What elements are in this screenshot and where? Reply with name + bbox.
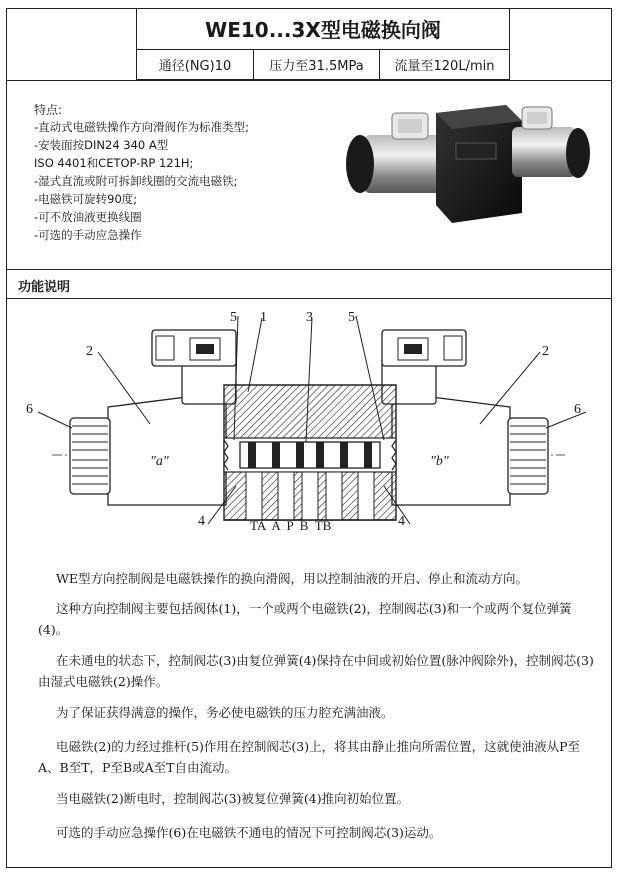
page-title: WE10...3X型电磁换向阀 [136,8,510,50]
function-paragraph: 可选的手动应急操作(6)在电磁铁不通电的情况下可控制阀芯(3)运动。 [56,825,442,840]
function-paragraph: 这种方向控制阀主要包括阀体(1)，一个或两个电磁铁(2)，控制阀芯(3)和一个或两个复位弹簧(4)。 [38,601,572,637]
function-paragraph: 在未通电的状态下，控制阀芯(3)由复位弹簧(4)保持在中间或初始位置(脉冲阀除外)，控制阀芯(3)由湿式电磁铁(2)操作。 [38,653,594,689]
feature-line: -直动式电磁铁操作方向滑阀作为标准类型; [34,120,250,134]
feature-line: -安装面按DIN24 340 A型 [34,138,169,152]
label-2-right: 2 [542,344,549,359]
valve-product-photo [336,93,596,243]
divider [6,298,612,299]
label-a: "a" [150,454,169,469]
label-b: "b" [430,454,449,469]
features-section [6,80,612,270]
feature-line: -电磁铁可旋转90度; [34,192,138,206]
label-4-right: 4 [398,514,405,529]
spec-flow: 流量至120L/min [380,50,510,80]
feature-line: -可不放油液更换线圈 [34,210,142,224]
feature-line: -湿式直流或附可拆卸线圈的交流电磁铁; [34,174,238,188]
function-paragraph: 电磁铁(2)的力经过推杆(5)作用在控制阀芯(3)上，将其由静止推向所需位置，这就使油液从P至A、B至T，P至B或A至T自由流动。 [38,739,581,775]
function-paragraph: WE型方向控制阀是电磁铁操作的换向滑阀，用以控制油液的开启、停止和流动方向。 [56,571,528,586]
feature-line: ISO 4401和CETOP-RP 121H; [34,156,194,170]
label-1: 1 [260,310,267,325]
label-5-left: 5 [230,310,237,325]
label-6-right: 6 [574,402,581,417]
features-title: 特点: [34,103,63,117]
function-paragraph: 为了保证获得满意的操作，务必使电磁铁的压力腔充满油液。 [56,705,394,720]
spec-pressure: 压力至31.5MPa [254,50,380,80]
function-section-title: 功能说明 [18,280,71,295]
label-4-left: 4 [198,514,205,529]
label-3: 3 [306,310,313,325]
label-5-right: 5 [348,310,355,325]
feature-line: -可选的手动应急操作 [34,228,142,242]
label-2-left: 2 [86,344,93,359]
port-labels: TA A P B TB [250,518,332,533]
function-paragraph: 当电磁铁(2)断电时，控制阀芯(3)被复位弹簧(4)推向初始位置。 [56,791,410,806]
header-row [6,8,612,50]
spec-size: 通径(NG)10 [136,50,254,80]
label-6-left: 6 [26,402,33,417]
valve-cross-section-diagram [10,300,610,550]
spec-row [136,50,510,80]
